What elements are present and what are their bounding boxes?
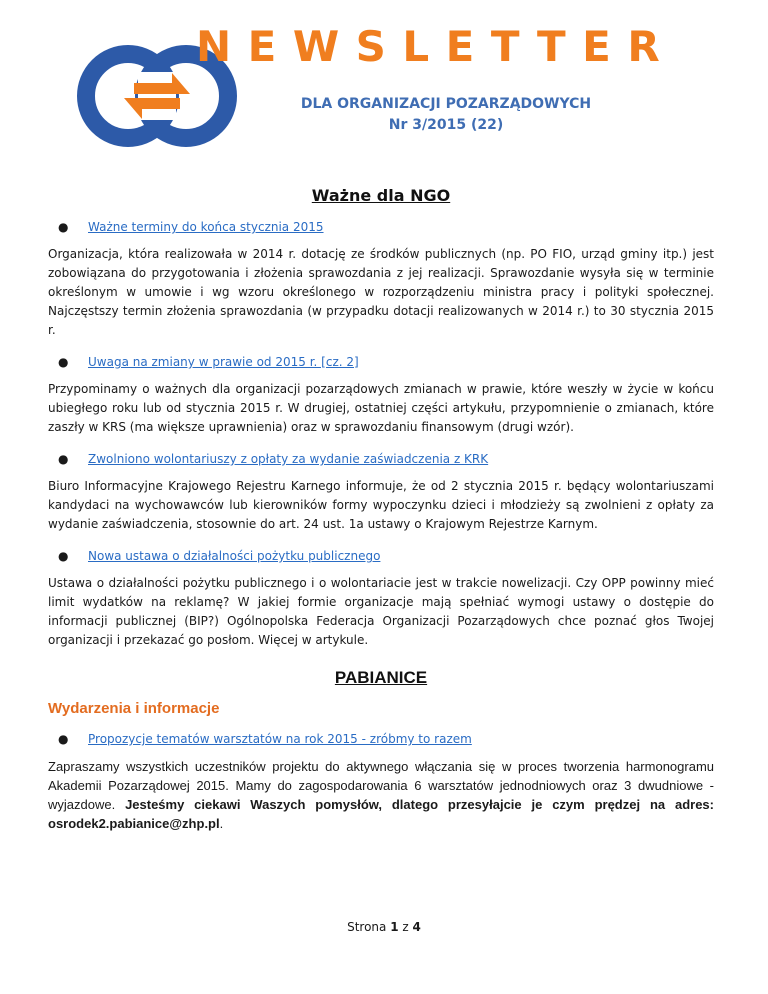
list-item <box>48 219 714 235</box>
list-item <box>48 731 714 747</box>
page-footer <box>0 920 768 934</box>
list-item <box>48 451 714 467</box>
footer-total-pages: 4 <box>412 920 421 934</box>
subtitle-line-2: Nr 3/2015 (22) <box>388 117 504 133</box>
bullet-icon: ● <box>58 355 69 369</box>
footer-of: z <box>402 920 409 934</box>
bullet-icon: ● <box>58 452 69 466</box>
newsletter-content <box>48 186 714 833</box>
article-text-5-bold: Jesteśmy ciekawi Waszych pomysłów, dlatego przesyłajcie je czym prędzej na adres: osrodek2.pabianice@zhp.pl <box>48 797 714 831</box>
article-link-1[interactable]: Ważne terminy do końca stycznia 2015 <box>88 220 324 234</box>
article-link-5[interactable]: Propozycje tematów warsztatów na rok 2015 - zróbmy to razem <box>88 732 472 746</box>
newsletter-title: NEWSLETTER <box>196 22 677 71</box>
article-text-2: Przypominamy o ważnych dla organizacji pozarządowych zmianach w prawie, które weszły w życie w końcu ubiegłego roku lub od stycznia 2015 r. W drugiej, ostatniej części artykułu, przypomnienie o zmianach, które zaszły w KRS (ma większe uprawnienia) oraz w sprawozdaniu finansowym (drugi wzór). <box>48 382 714 434</box>
article-text-5 <box>48 757 714 833</box>
article-text-5-end: . <box>219 816 224 831</box>
article-link-3[interactable]: Zwolniono wolontariuszy z opłaty za wydanie zaświadczenia z KRK <box>88 452 489 466</box>
list-item <box>48 354 714 370</box>
bullet-icon: ● <box>58 732 69 746</box>
bullet-icon: ● <box>58 220 69 234</box>
bullet-icon: ● <box>58 549 69 563</box>
article-text-4: Ustawa o działalności pożytku publicznego i o wolontariacie jest w trakcie nowelizacji. Czy OPP powinny mieć limit wydatków na reklamę? W jakiej formie organizacje mają spełniać wymogi ustawy o dostępie do informacji publicznej (BIP?) Ogólnopolska Federacja Organizacji Pozarządowych chce poznać głos Twojej organizacji i przekazać go posłom. Więcej w artykule. <box>48 576 714 647</box>
list-item <box>48 548 714 564</box>
footer-page-number: 1 <box>390 920 399 934</box>
article-link-4[interactable]: Nowa ustawa o działalności pożytku publicznego <box>88 549 381 563</box>
footer-prefix: Strona <box>347 920 387 934</box>
article-text-1: Organizacja, która realizowała w 2014 r. dotację ze środków publicznych (np. PO FIO, urząd gminy itp.) jest zobowiązana do przygotowania i złożenia sprawozdania z jej realizacji. Sprawozdanie wysyła się w terminie określonym w umowie i wg wzoru określonego w rozporządzeniu ministra pracy i polityki społecznej. Najczęstszy termin złożenia sprawozdania (w przypadku dotacji realizowanych w 2014 r.) to 30 stycznia 2015 r. <box>48 247 714 337</box>
article-text-5-plain: Zapraszamy wszystkich uczestników projektu do aktywnego włączania się w proces tworzenia harmonogramu Akademii Pozarządowej 2015. Mamy do zagospodarowania 6 warsztatów jednodniowych oraz 3 dwudniowe - wyjazdowe. <box>48 759 714 812</box>
newsletter-subtitle <box>256 94 636 136</box>
section-pabianice-title: PABIANICE <box>334 668 428 687</box>
article-text-3: Biuro Informacyjne Krajowego Rejestru Karnego informuje, że od 2 stycznia 2015 r. będący wolontariuszami kandydaci na wychowawców lub kierowników formy wypoczynku dzieci i młodzieży są zwolnieni z opłaty za wydanie zaświadczenia, stosownie do art. 24 ust. 1a ustawy o Krajowym Rejestrze Karnym. <box>48 479 714 531</box>
subtitle-line-1: DLA ORGANIZACJI POZARZĄDOWYCH <box>300 96 592 112</box>
section-ngo-title: Ważne dla NGO <box>311 186 451 205</box>
article-link-2[interactable]: Uwaga na zmiany w prawie od 2015 r. [cz. 2] <box>88 355 359 369</box>
events-subheading: Wydarzenia i informacje <box>48 700 220 717</box>
